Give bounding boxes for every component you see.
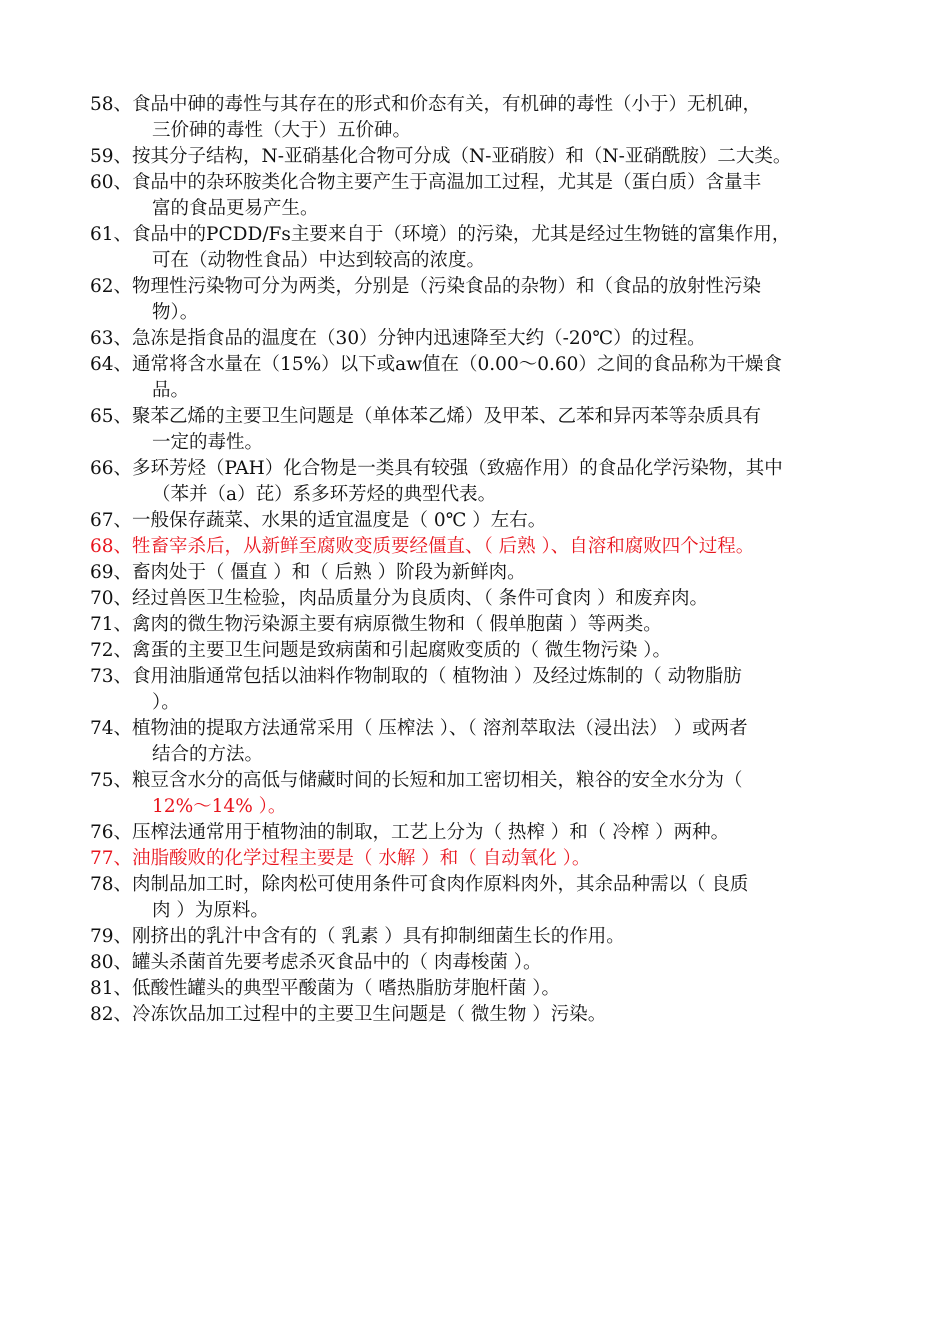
question-number: 60、 bbox=[90, 172, 133, 193]
question-item bbox=[90, 1002, 880, 1028]
question-text bbox=[132, 456, 880, 508]
question-number: 68、 bbox=[90, 536, 133, 557]
question-line: 物理性污染物可分为两类，分别是（污染食品的杂物）和（食品的放射性污染 bbox=[132, 276, 762, 297]
question-number: 73、 bbox=[90, 666, 133, 687]
question-line: 植物油的提取方法通常采用（ 压榨法 ）、（ 溶剂萃取法（浸出法） ）或两者 bbox=[132, 718, 748, 739]
question-item bbox=[90, 352, 880, 404]
question-text bbox=[132, 820, 880, 846]
question-item bbox=[90, 170, 880, 222]
question-number: 58、 bbox=[90, 94, 133, 115]
question-item bbox=[90, 638, 880, 664]
question-number: 82、 bbox=[90, 1004, 133, 1025]
question-continuation-line: 物）。 bbox=[152, 302, 199, 323]
question-number: 81、 bbox=[90, 978, 133, 999]
question-number: 66、 bbox=[90, 458, 133, 479]
question-item bbox=[90, 274, 880, 326]
question-item bbox=[90, 846, 880, 872]
question-continuation-line: （苯并（a）芘）系多环芳烃的典型代表。 bbox=[152, 484, 497, 505]
question-text bbox=[132, 560, 880, 586]
question-line: 畜肉处于（ 僵直 ）和（ 后熟 ）阶段为新鲜肉。 bbox=[132, 562, 526, 583]
question-continuation-line: 富的食品更易产生。 bbox=[152, 198, 319, 219]
question-text bbox=[132, 612, 880, 638]
question-item bbox=[90, 144, 880, 170]
question-line: 牲畜宰杀后，从新鲜至腐败变质要经僵直、（ 后熟 ）、自溶和腐败四个过程。 bbox=[132, 536, 755, 557]
question-number: 80、 bbox=[90, 952, 133, 973]
question-line: 急冻是指食品的温度在（30）分钟内迅速降至大约（-20℃）的过程。 bbox=[132, 328, 706, 349]
question-text bbox=[132, 404, 880, 456]
question-continuation-line: 肉 ）为原料。 bbox=[152, 900, 269, 921]
question-item bbox=[90, 456, 880, 508]
question-item bbox=[90, 326, 880, 352]
question-text bbox=[132, 664, 880, 716]
question-line: 罐头杀菌首先要考虑杀灭食品中的（ 肉毒梭菌 ）。 bbox=[132, 952, 542, 973]
question-line: 冷冻饮品加工过程中的主要卫生问题是（ 微生物 ）污染。 bbox=[132, 1004, 607, 1025]
question-text bbox=[132, 274, 880, 326]
question-line: 禽肉的微生物污染源主要有病原微生物和（ 假单胞菌 ）等两类。 bbox=[132, 614, 662, 635]
question-item bbox=[90, 222, 880, 274]
question-text bbox=[132, 872, 880, 924]
question-text bbox=[132, 508, 880, 534]
question-number: 65、 bbox=[90, 406, 133, 427]
question-number: 78、 bbox=[90, 874, 133, 895]
question-text bbox=[132, 950, 880, 976]
question-item bbox=[90, 664, 880, 716]
question-item bbox=[90, 924, 880, 950]
question-item bbox=[90, 612, 880, 638]
question-text bbox=[132, 924, 880, 950]
question-number: 71、 bbox=[90, 614, 133, 635]
question-continuation-line: 结合的方法。 bbox=[152, 744, 264, 765]
document-page bbox=[90, 92, 880, 1028]
question-text bbox=[132, 170, 880, 222]
question-continuation-line: 12%～14% ）。 bbox=[152, 796, 287, 817]
question-line: 肉制品加工时，除肉松可使用条件可食肉作原料肉外，其余品种需以（ 良质 bbox=[132, 874, 749, 895]
question-item bbox=[90, 92, 880, 144]
question-line: 聚苯乙烯的主要卫生问题是（单体苯乙烯）及甲苯、乙苯和异丙苯等杂质具有 bbox=[132, 406, 762, 427]
question-text bbox=[132, 846, 880, 872]
question-number: 70、 bbox=[90, 588, 133, 609]
question-item bbox=[90, 560, 880, 586]
question-line: 食品中砷的毒性与其存在的形式和价态有关，有机砷的毒性（小于）无机砷， bbox=[132, 94, 762, 115]
question-line: 油脂酸败的化学过程主要是（ 水解 ）和（ 自动氧化 ）。 bbox=[132, 848, 591, 869]
question-line: 通常将含水量在（15%）以下或aw值在（0.00～0.60）之间的食品称为干燥食 bbox=[132, 354, 782, 375]
question-number: 75、 bbox=[90, 770, 133, 791]
question-number: 79、 bbox=[90, 926, 133, 947]
question-number: 72、 bbox=[90, 640, 133, 661]
question-item bbox=[90, 586, 880, 612]
question-line: 刚挤出的乳汁中含有的（ 乳素 ）具有抑制细菌生长的作用。 bbox=[132, 926, 625, 947]
question-number: 77、 bbox=[90, 848, 133, 869]
question-line: 粮豆含水分的高低与储藏时间的长短和加工密切相关，粮谷的安全水分为（ bbox=[132, 770, 743, 791]
question-line: 食用油脂通常包括以油料作物制取的（ 植物油 ）及经过炼制的（ 动物脂肪 bbox=[132, 666, 742, 687]
question-text bbox=[132, 352, 880, 404]
question-text bbox=[132, 1002, 880, 1028]
question-number: 63、 bbox=[90, 328, 133, 349]
question-text bbox=[132, 716, 880, 768]
question-number: 69、 bbox=[90, 562, 133, 583]
question-item bbox=[90, 820, 880, 846]
question-continuation-line: 三价砷的毒性（大于）五价砷。 bbox=[152, 120, 412, 141]
question-number: 76、 bbox=[90, 822, 133, 843]
question-number: 61、 bbox=[90, 224, 133, 245]
question-text bbox=[132, 222, 880, 274]
question-continuation-line: 可在（动物性食品）中达到较高的浓度。 bbox=[152, 250, 486, 271]
question-item bbox=[90, 404, 880, 456]
question-text bbox=[132, 144, 880, 170]
question-text bbox=[132, 586, 880, 612]
question-text bbox=[132, 638, 880, 664]
question-item bbox=[90, 508, 880, 534]
question-line: 禽蛋的主要卫生问题是致病菌和引起腐败变质的（ 微生物污染 ）。 bbox=[132, 640, 672, 661]
question-line: 压榨法通常用于植物油的制取，工艺上分为（ 热榨 ）和（ 冷榨 ）两种。 bbox=[132, 822, 730, 843]
question-continuation-line: 品。 bbox=[152, 380, 190, 401]
question-item bbox=[90, 872, 880, 924]
question-number: 62、 bbox=[90, 276, 133, 297]
question-number: 64、 bbox=[90, 354, 133, 375]
question-text bbox=[132, 92, 880, 144]
question-continuation-line: 一定的毒性。 bbox=[152, 432, 264, 453]
question-line: 一般保存蔬菜、水果的适宜温度是（ 0℃ ）左右。 bbox=[132, 510, 547, 531]
question-line: 食品中的杂环胺类化合物主要产生于高温加工过程，尤其是（蛋白质）含量丰 bbox=[132, 172, 762, 193]
question-item bbox=[90, 768, 880, 820]
question-line: 多环芳烃（PAH）化合物是一类具有较强（致癌作用）的食品化学污染物，其中 bbox=[132, 458, 783, 479]
question-number: 59、 bbox=[90, 146, 133, 167]
question-item bbox=[90, 976, 880, 1002]
question-text bbox=[132, 326, 880, 352]
question-text bbox=[132, 976, 880, 1002]
question-item bbox=[90, 950, 880, 976]
question-text bbox=[132, 534, 880, 560]
question-number: 74、 bbox=[90, 718, 133, 739]
question-line: 经过兽医卫生检验，肉品质量分为良质肉、（ 条件可食肉 ）和废弃肉。 bbox=[132, 588, 709, 609]
question-text bbox=[132, 768, 880, 820]
question-line: 食品中的PCDD/Fs主要来自于（环境）的污染，尤其是经过生物链的富集作用， bbox=[132, 224, 791, 245]
question-item bbox=[90, 716, 880, 768]
question-number: 67、 bbox=[90, 510, 133, 531]
question-line: 低酸性罐头的典型平酸菌为（ 嗜热脂肪芽胞杆菌 ）。 bbox=[132, 978, 561, 999]
question-continuation-line: ）。 bbox=[152, 692, 180, 713]
question-item bbox=[90, 534, 880, 560]
question-line: 按其分子结构，N-亚硝基化合物可分成（N-亚硝胺）和（N-亚硝酰胺）二大类。 bbox=[132, 146, 792, 167]
